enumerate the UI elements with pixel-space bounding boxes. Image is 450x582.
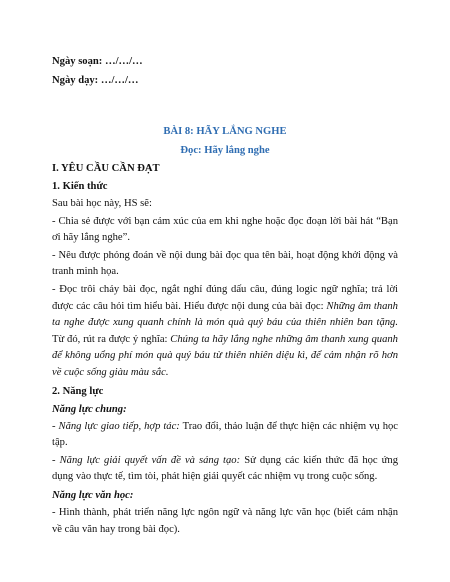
item3-text-c: Từ đó, rút ra được ý nghĩa:	[52, 333, 171, 345]
lesson-title: BÀI 8: HÃY LẮNG NGHE	[163, 126, 287, 137]
date-prepared: Ngày soạn: …/…/…	[52, 56, 143, 67]
knowledge-item-3	[52, 282, 398, 382]
general-item-2	[52, 453, 398, 486]
date-taught: Ngày dạy: …/…/…	[52, 75, 139, 86]
subheading-knowledge: 1. Kiến thức	[52, 181, 108, 192]
gen1-label: - Năng lực giao tiếp, hợp tác:	[52, 420, 180, 432]
general-competence-heading: Năng lực chung:	[52, 403, 127, 415]
item3-text-d: Chúng ta hãy lắng nghe những âm thanh xung quanh để không uổng phí món quà quý báu từ thiên nhiên diệu kì, để cảm nhận rõ hơn về cuộc sống giàu màu sắc.	[52, 333, 398, 378]
intro-text: Sau bài học này, HS sẽ:	[52, 198, 152, 209]
knowledge-item-1: - Chia sẻ được với bạn cảm xúc của em khi nghe hoặc đọc đoạn lời bài hát “Bạn ơi hãy lắng nghe”.	[52, 215, 398, 244]
lesson-subtitle: Đọc: Hãy lắng nghe	[180, 145, 270, 156]
gen2-label: - Năng lực giải quyết vấn đề và sáng tạo:	[52, 454, 241, 466]
gen2-text: Sử dụng các kiến thức đã học ứng dụng vào thực tế, tìm tòi, phát hiện giải quyết các nhiệm vụ trong cuộc sống.	[52, 454, 398, 483]
general-item-1	[52, 419, 398, 452]
item3-text-b: Những âm thanh ta nghe được xung quanh chính là món quà quý báu của thiên nhiên ban tặng.	[52, 300, 398, 329]
section-heading-requirements: I. YÊU CẦU CẦN ĐẠT	[52, 163, 160, 174]
literary-competence-heading: Năng lực văn học:	[52, 489, 134, 501]
gen1-text: Trao đổi, thảo luận để thực hiện các nhiệm vụ học tập.	[52, 420, 398, 449]
subheading-competence: 2. Năng lực	[52, 385, 104, 397]
knowledge-item-2: - Nêu được phỏng đoán về nội dung bài đọc qua tên bài, hoạt động khởi động và tranh minh họa.	[52, 249, 398, 278]
document-body	[52, 52, 398, 539]
literary-item-1: - Hình thành, phát triển năng lực ngôn ngữ và năng lực văn học (biết cảm nhận về câu văn hay trong bài đọc).	[52, 506, 398, 535]
item3-text-a: - Đọc trôi chảy bài đọc, ngắt nghỉ đúng dấu câu, đúng logic ngữ nghĩa; trả lời được các câu hỏi tìm hiểu bài. Hiểu được nội dung của bài đọc:	[52, 283, 398, 312]
